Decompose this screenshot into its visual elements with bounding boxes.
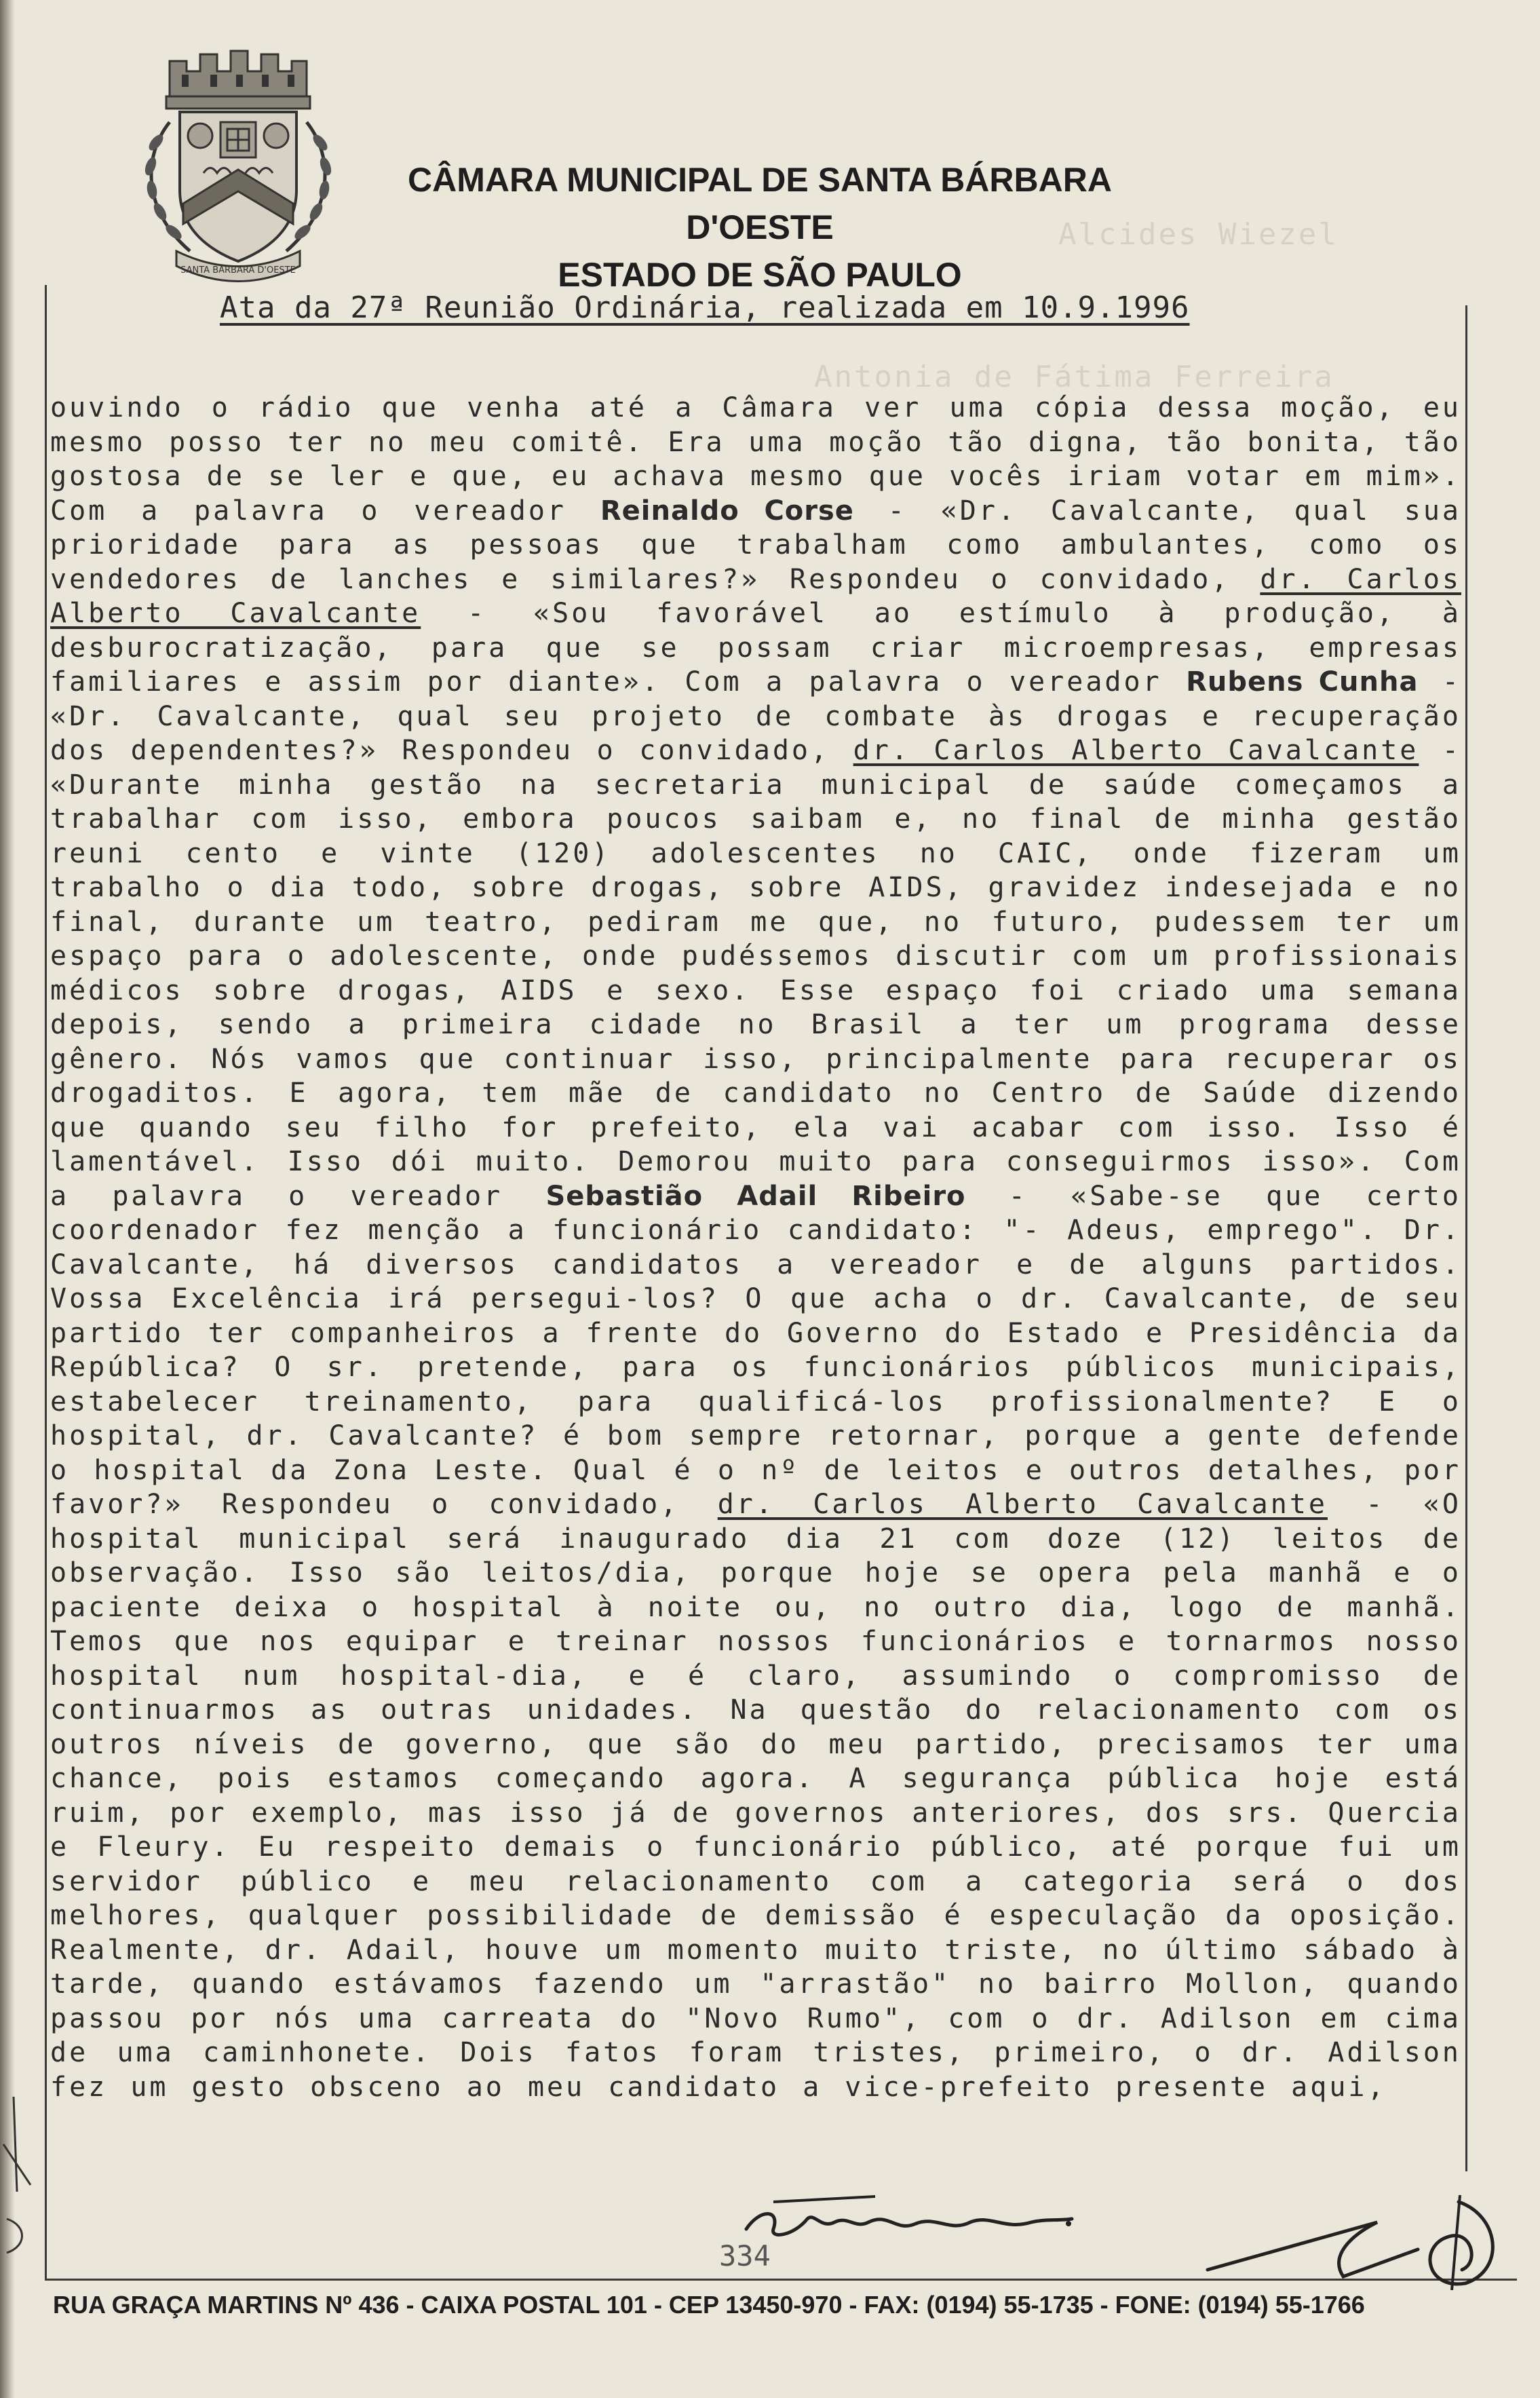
minutes-title: Ata da 27ª Reunião Ordinária, realizada em 10.9.1996	[220, 290, 1190, 325]
left-margin-rule	[45, 285, 47, 2280]
bleed-through-text: Antonia de Fátima Ferreira	[814, 360, 1334, 394]
header-title-line1: CÂMARA MUNICIPAL DE SANTA BÁRBARA D'OESTE	[408, 161, 1112, 246]
body-text-segment: ouvindo o rádio que venha até a Câmara ver uma cópia dessa moção, eu mesmo posso ter no meu comitê. Era uma moção tão digna, tão bonita, tão gostosa de se ler e que, eu achava mesmo que vocês iriam votar em mim». Com a palavra o vereador	[50, 392, 1461, 527]
councilor-name: Reinaldo Corse	[600, 495, 854, 527]
header-title-line2: ESTADO DE SÃO PAULO	[558, 256, 962, 294]
guest-name: dr. Carlos Alberto Cavalcante	[50, 563, 1461, 629]
handwritten-initials	[1194, 2188, 1506, 2290]
municipal-coat-of-arms-icon	[129, 34, 346, 285]
handwritten-signature	[733, 2182, 1079, 2256]
scan-edge-shadow	[0, 0, 15, 2398]
margin-pencil-mark	[0, 2090, 54, 2266]
crest-ribbon-text: SANTA BÁRBARA D'OESTE	[180, 265, 296, 275]
guest-name: dr. Carlos Alberto Cavalcante	[717, 1489, 1328, 1520]
bleed-through-text: Alcides Wiezel	[1058, 217, 1339, 252]
councilor-name: Rubens Cunha	[1186, 666, 1419, 698]
page-header	[339, 156, 1180, 299]
body-text-segment: - «Sou favorável ao estímulo à produção, à desburocratização, para que se possam criar microempresas, empresas familiares e assim por diante». Com a palavra o vereador	[50, 598, 1462, 698]
right-margin-rule	[1465, 305, 1467, 2171]
body-text-segment: - «Dr. Cavalcante, qual sua prioridade para as pessoas que trabalham como ambulantes, como os vendedores de lanches e similares?» Respondeu o convidado,	[50, 495, 1462, 595]
minutes-body	[50, 391, 1461, 2104]
guest-name: dr. Carlos Alberto Cavalcante	[853, 735, 1419, 766]
body-text-segment: - «O hospital municipal será inaugurado dia 21 com doze (12) leitos de observação. Isso são leitos/dia, porque hoje se opera pela manhã e o paciente deixa o hospital à noite ou, no outro dia, logo de manhã. Temos que nos equipar e treinar nossos funcionários e tornarmos nosso hospital num hospital-dia, e é claro, assumindo o compromisso de continuarmos as outras unidades. Na questão do relacionamento com os outros níveis de governo, que são do meu partido, precisamos ter uma chance, pois estamos começando agora. A segurança pública hoje está ruim, por exemplo, mas isso já de governos anteriores, dos srs. Quercia e Fleury. Eu respeito demais o funcionário público, até porque fui um servidor público e meu relacionamento com a categoria será o dos melhores, qualquer possibilidade de demissão é especulação da oposição. Realmente, dr. Adail, houve um momento muito triste, no último sábado à tarde, quando estávamos fazendo um "arrastão" no bairro Mollon, quando passou por nós uma carreata do "Novo Rumo", com o dr. Adilson em cima de uma caminhonete. Dois fatos foram tristes, primeiro, o dr. Adilson fez um gesto obsceno ao meu candidato a vice-prefeito presente aqui,	[50, 1489, 1461, 2103]
councilor-name: Sebastião Adail Ribeiro	[545, 1180, 966, 1212]
body-text-segment: - «Dr. Cavalcante, qual seu projeto de combate às drogas e recuperação dos dependentes?» Respondeu o convidado,	[50, 666, 1461, 766]
footer-address: RUA GRAÇA MARTINS Nº 436 - CAIXA POSTAL 101 - CEP 13450-970 - FAX: (0194) 55-1735 - FONE: (0194) 55-1766	[53, 2291, 1365, 2319]
body-text-segment: - «Durante minha gestão na secretaria municipal de saúde começamos a trabalhar com isso, embora poucos saibam e, no final de minha gestão reuni cento e vinte (120) adolescentes no CAIC, onde fizeram um trabalho o dia todo, sobre drogas, sobre AIDS, gravidez indesejada e no final, durante um teatro, pediram me que, no futuro, pudessem ter um espaço para o adolescente, onde pudéssemos discutir com um profissionais médicos sobre drogas, AIDS e sexo. Esse espaço foi criado uma semana depois, sendo a primeira cidade no Brasil a ter um programa desse gênero. Nós vamos que continuar isso, principalmente para recuperar os drogaditos. E agora, tem mãe de candidato no Centro de Saúde dizendo que quando seu filho for prefeito, ela vai acabar com isso. Isso é lamentável. Isso dói muito. Demorou muito para conseguirmos isso». Com a palavra o vereador	[50, 735, 1461, 1212]
page-number: 334	[719, 2239, 771, 2272]
body-text-segment: - «Sabe-se que certo coordenador fez menção a funcionário candidato: "- Adeus, emprego". Dr. Cavalcante, há diversos candidatos a vereador e de alguns partidos. Vossa Excelência irá persegui-los? O que acha o dr. Cavalcante, de seu partido ter companheiros a frente do Governo do Estado e Presidência da República? O sr. pretende, para os funcionários públicos municipais, estabelecer treinamento, para qualificá-los profissionalmente? E o hospital, dr. Cavalcante? é bom sempre retornar, porque a gente defende o hospital da Zona Leste. Qual é o nº de leitos e outros detalhes, por favor?» Respondeu o convidado,	[50, 1180, 1461, 1520]
